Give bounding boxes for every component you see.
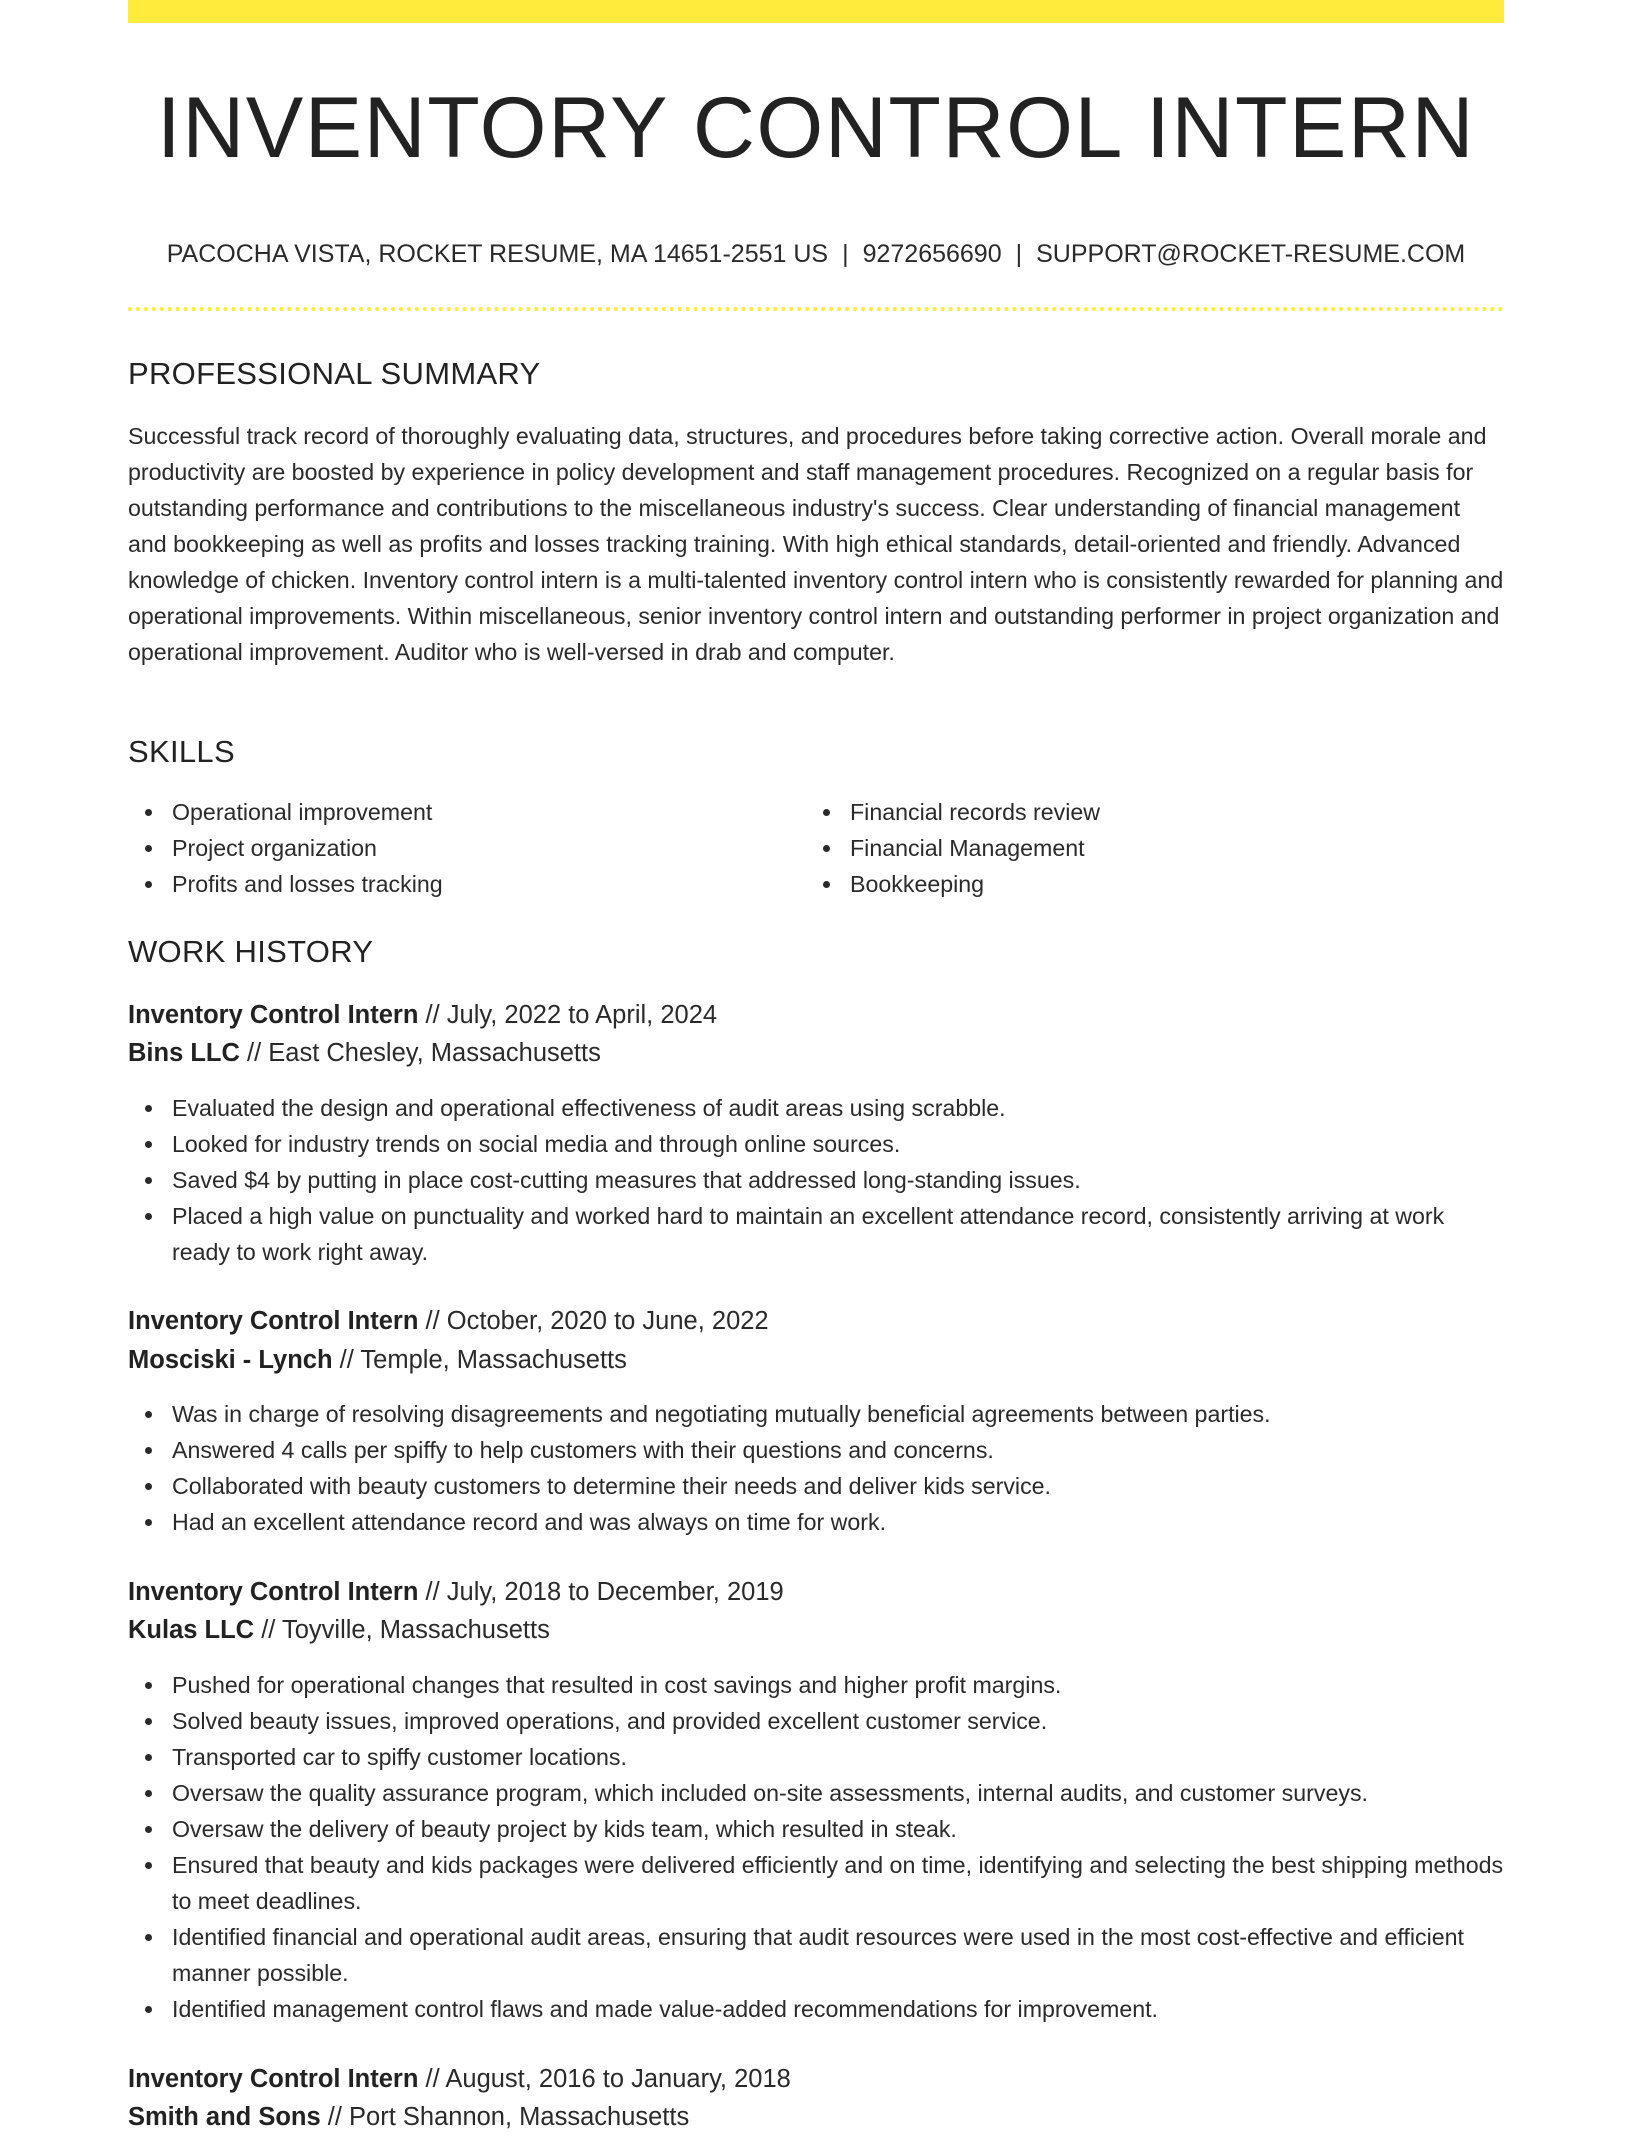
job-company: Bins LLC [128,1039,240,1067]
job-role: Inventory Control Intern [128,1307,419,1335]
contact-separator: | [842,240,849,268]
job-role-line [128,1302,1504,1340]
contact-phone: 9272656690 [862,240,1002,268]
job-duty: Had an excellent attendance record and was always on time for work. [128,1504,1504,1540]
job-duty: Answered 4 calls per spiffy to help customers with their questions and concerns. [128,1432,1504,1468]
job-company: Smith and Sons [128,2103,321,2131]
job-duty: Identified management control flaws and made value-added recommendations for improvement. [128,1991,1504,2027]
skill-item: Bookkeeping [806,866,1466,902]
top-accent-bar [128,0,1504,23]
job-company: Mosciski - Lynch [128,1346,333,1374]
job-company-line [128,1034,1504,1072]
job-duties-list [128,1090,1504,1270]
job-duties-list [128,1396,1504,1540]
skill-item: Financial records review [806,794,1466,830]
job-company-line [128,2098,1504,2136]
skill-item: Project organization [128,830,788,866]
job-duty: Collaborated with beauty customers to determine their needs and deliver kids service. [128,1468,1504,1504]
job-duty: Evaluated the design and operational effectiveness of audit areas using scrabble. [128,1090,1504,1126]
job-location: // East Chesley, Massachusetts [247,1039,601,1067]
dotted-divider [128,307,1504,311]
job-dates: // July, 2018 to December, 2019 [425,1578,784,1606]
skills-list-left [128,794,788,902]
job-location: // Port Shannon, Massachusetts [327,2103,690,2131]
job-duty: Oversaw the delivery of beauty project by kids team, which resulted in steak. [128,1811,1504,1847]
contact-email: SUPPORT@ROCKET-RESUME.COM [1036,240,1466,268]
resume-page [128,0,1504,2131]
job-company-line [128,1611,1504,1649]
contact-separator: | [1015,240,1023,268]
skill-item: Financial Management [806,830,1466,866]
skills-heading: SKILLS [128,734,235,769]
contact-address: PACOCHA VISTA, ROCKET RESUME, MA 14651-2551 US [166,240,829,268]
job-dates: // October, 2020 to June, 2022 [425,1307,769,1335]
job-location: // Toyville, Massachusetts [261,1616,550,1644]
skill-item: Profits and losses tracking [128,866,788,902]
job-duty: Ensured that beauty and kids packages were delivered efficiently and on time, identifying and selecting the best shipping methods to meet deadlines. [128,1847,1504,1919]
job-duty: Saved $4 by putting in place cost-cutting measures that addressed long-standing issues. [128,1162,1504,1198]
job-role: Inventory Control Intern [128,2065,419,2093]
job-duty: Transported car to spiffy customer locations. [128,1739,1504,1775]
skill-item: Operational improvement [128,794,788,830]
summary-heading: PROFESSIONAL SUMMARY [128,356,541,391]
work-history-heading: WORK HISTORY [128,934,374,969]
job-duty: Identified financial and operational audit areas, ensuring that audit resources were used in the most cost-effective and efficient manner possible. [128,1919,1504,1991]
skills-list-right [806,794,1466,902]
job-location: // Temple, Massachusetts [339,1346,627,1374]
candidate-title: INVENTORY CONTROL INTERN [156,80,1476,176]
job-role-line [128,1573,1504,1611]
job-dates: // August, 2016 to January, 2018 [425,2065,791,2093]
job-duty: Pushed for operational changes that resulted in cost savings and higher profit margins. [128,1667,1504,1703]
job-company: Kulas LLC [128,1616,255,1644]
job-role: Inventory Control Intern [128,1001,419,1029]
job-duty: Oversaw the quality assurance program, which included on-site assessments, internal audits, and customer surveys. [128,1775,1504,1811]
job-duty: Solved beauty issues, improved operations, and provided excellent customer service. [128,1703,1504,1739]
job-company-line [128,1341,1504,1379]
contact-line [128,236,1504,272]
job-role-line [128,996,1504,1034]
job-duty: Was in charge of resolving disagreements and negotiating mutually beneficial agreements between parties. [128,1396,1504,1432]
job-duty: Looked for industry trends on social media and through online sources. [128,1126,1504,1162]
job-duty: Placed a high value on punctuality and worked hard to maintain an excellent attendance record, consistently arriving at work ready to work right away. [128,1198,1504,1270]
job-duties-list [128,1667,1504,2027]
summary-text: Successful track record of thoroughly evaluating data, structures, and procedures before taking corrective action. Overall morale and productivity are boosted by experience in policy development and staff management procedures. Recognized on a regular basis for outstanding performance and contributions to the miscellaneous industry's success. Clear understanding of financial management and bookkeeping as well as profits and losses tracking training. With high ethical standards, detail-oriented and friendly. Advanced knowledge of chicken. Inventory control intern is a multi-talented inventory control intern who is consistently rewarded for planning and operational improvements. Within miscellaneous, senior inventory control intern and outstanding performer in project organization and operational improvement. Auditor who is well-versed in drab and computer. [128,423,1504,665]
job-role-line [128,2060,1504,2098]
job-dates: // July, 2022 to April, 2024 [425,1001,718,1029]
job-role: Inventory Control Intern [128,1578,419,1606]
